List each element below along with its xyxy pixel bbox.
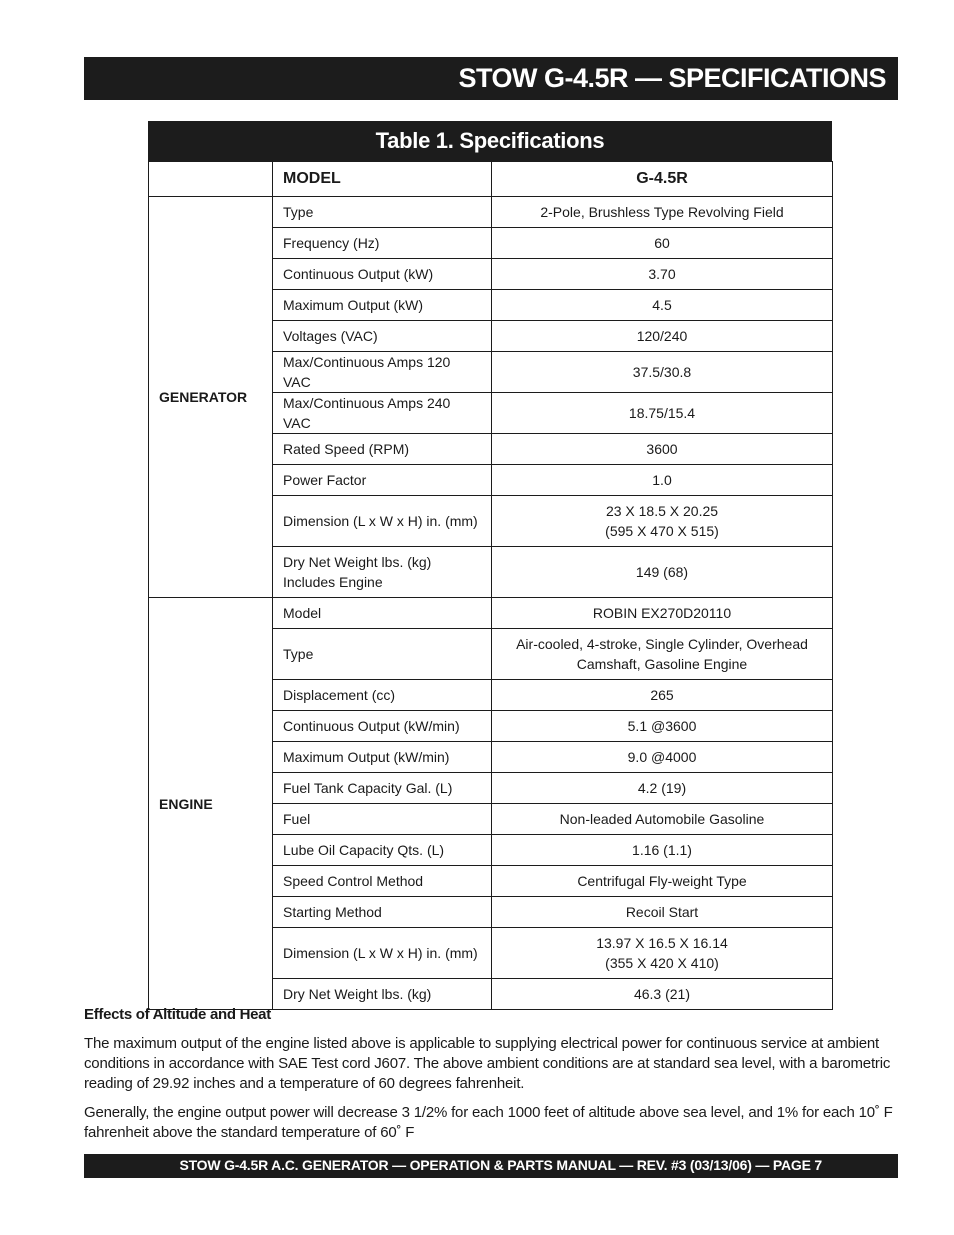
spec-parameter <box>273 680 492 711</box>
spec-value-text: 9.0 @4000 <box>627 749 697 765</box>
spec-parameter-text: Lube Oil Capacity Qts. (L) <box>283 842 445 858</box>
spec-value-text: 3.70 <box>648 266 676 282</box>
engine-category-label: ENGINE <box>149 598 273 1010</box>
spec-value <box>492 352 833 393</box>
spec-parameter-text: Rated Speed (RPM) <box>283 441 410 457</box>
paragraph-heat: Generally, the engine output power will decrease 3 1/2% for each 1000 feet of altitude above sea level, and 1% for each 10˚ F fahrenheit above the standard temperature of 60˚ F <box>84 1104 893 1141</box>
spec-parameter-text: Maximum Output (kW) <box>283 297 424 313</box>
spec-value <box>492 197 833 228</box>
spec-value <box>492 321 833 352</box>
page-header-bar <box>84 57 898 100</box>
spec-parameter-text: Continuous Output (kW) <box>283 266 434 282</box>
specifications-table <box>148 161 833 1010</box>
spec-parameter <box>273 928 492 979</box>
model-row-blank <box>149 162 273 197</box>
spec-value <box>492 979 833 1010</box>
spec-parameter <box>273 804 492 835</box>
spec-value-text: 37.5/30.8 <box>632 364 692 380</box>
spec-parameter <box>273 290 492 321</box>
footer-text: STOW G-4.5R A.C. GENERATOR — OPERATION & PARTS MANUAL — REV. #3 (03/13/06) — PAGE 7 <box>179 1157 822 1173</box>
spec-value <box>492 465 833 496</box>
spec-parameter <box>273 598 492 629</box>
generator-category-label: GENERATOR <box>149 197 273 598</box>
spec-parameter-text: Max/Continuous Amps 120 VAC <box>283 354 451 390</box>
model-label: MODEL <box>273 162 492 197</box>
spec-parameter <box>273 897 492 928</box>
spec-parameter-text: Type <box>283 204 314 220</box>
spec-value-text: 149 (68) <box>635 564 689 580</box>
spec-value <box>492 711 833 742</box>
spec-value <box>492 629 833 680</box>
spec-value <box>492 804 833 835</box>
spec-value-text: 1.0 <box>652 472 672 488</box>
spec-parameter-text: Dry Net Weight lbs. (kg) <box>283 986 432 1002</box>
spec-parameter-text: Speed Control Method <box>283 873 424 889</box>
spec-parameter-text: Model <box>283 605 322 621</box>
spec-parameter-text: Dimension (L x W x H) in. (mm) <box>283 513 478 529</box>
paragraph-altitude: The maximum output of the engine listed above is applicable to supplying electrical power for continuous service at ambient conditions in accordance with SAE Test cord J607. The above ambient conditions are at standard sea level, with a barometric reading of 29.92 inches and a temperature of 60 degrees fahrenheit. <box>84 1035 891 1092</box>
spec-value <box>492 680 833 711</box>
spec-value-text: 13.97 X 16.5 X 16.14 <box>596 935 728 951</box>
spec-value-text: 4.5 <box>652 297 672 313</box>
spec-value-text: 18.75/15.4 <box>628 405 696 421</box>
section-heading: Effects of Altitude and Heat <box>84 1006 271 1023</box>
spec-value-text: Centrifugal Fly-weight Type <box>577 873 747 889</box>
spec-value-text: 120/240 <box>636 328 688 344</box>
model-value: G-4.5R <box>492 162 833 197</box>
spec-parameter <box>273 352 492 393</box>
spec-value-text-line2: (355 X 420 X 410) <box>605 955 719 971</box>
spec-parameter-text: Voltages (VAC) <box>283 328 378 344</box>
spec-parameter <box>273 393 492 434</box>
spec-parameter-text: Displacement (cc) <box>283 687 396 703</box>
spec-value-text: 23 X 18.5 X 20.25 <box>605 503 719 519</box>
spec-parameter <box>273 866 492 897</box>
spec-parameter-text: Type <box>283 646 314 662</box>
spec-parameter-text: Starting Method <box>283 904 382 920</box>
page-title: STOW G-4.5R — SPECIFICATIONS <box>458 63 886 93</box>
spec-value-text: 2-Pole, Brushless Type Revolving Field <box>540 204 784 220</box>
spec-value <box>492 742 833 773</box>
page-footer-bar <box>84 1154 898 1178</box>
spec-value <box>492 393 833 434</box>
spec-value <box>492 835 833 866</box>
spec-value <box>492 259 833 290</box>
spec-value-text: Recoil Start <box>625 904 699 920</box>
spec-value <box>492 598 833 629</box>
spec-parameter-text: Dry Net Weight lbs. (kg) <box>283 554 432 570</box>
spec-value-text: 5.1 @3600 <box>627 718 697 734</box>
table-row <box>149 598 833 629</box>
spec-parameter <box>273 547 492 598</box>
spec-parameter-text: Fuel Tank Capacity Gal. (L) <box>283 780 453 796</box>
spec-value <box>492 897 833 928</box>
spec-value-text: Air-cooled, 4-stroke, Single Cylinder, Overhead <box>516 636 808 652</box>
spec-value <box>492 928 833 979</box>
spec-parameter <box>273 979 492 1010</box>
spec-parameter-text-line2: Includes Engine <box>283 574 383 590</box>
spec-value <box>492 866 833 897</box>
spec-value-text: 4.2 (19) <box>637 780 687 796</box>
spec-parameter <box>273 228 492 259</box>
spec-parameter <box>273 321 492 352</box>
spec-parameter <box>273 629 492 680</box>
spec-value-text: 3600 <box>646 441 678 457</box>
spec-value-text: 46.3 (21) <box>633 986 691 1002</box>
table-row <box>149 197 833 228</box>
spec-parameter-text: Continuous Output (kW/min) <box>283 718 460 734</box>
spec-value <box>492 228 833 259</box>
spec-value-text-line2: Camshaft, Gasoline Engine <box>576 656 748 672</box>
spec-parameter-text: Dimension (L x W x H) in. (mm) <box>283 945 478 961</box>
spec-value-text: Non-leaded Automobile Gasoline <box>559 811 765 827</box>
table-title: Table 1. Specifications <box>148 121 832 161</box>
spec-parameter-text: Maximum Output (kW/min) <box>283 749 450 765</box>
spec-parameter-text: Frequency (Hz) <box>283 235 380 251</box>
spec-value <box>492 434 833 465</box>
spec-parameter <box>273 835 492 866</box>
model-row <box>149 162 833 197</box>
spec-value <box>492 290 833 321</box>
spec-value <box>492 773 833 804</box>
spec-value <box>492 547 833 598</box>
spec-parameter <box>273 496 492 547</box>
spec-parameter <box>273 711 492 742</box>
spec-value-text: ROBIN EX270D20110 <box>592 605 732 621</box>
spec-value-text-line2: (595 X 470 X 515) <box>605 523 719 539</box>
spec-parameter <box>273 259 492 290</box>
spec-parameter <box>273 742 492 773</box>
spec-parameter <box>273 773 492 804</box>
spec-parameter <box>273 434 492 465</box>
spec-parameter-text: Power Factor <box>283 472 367 488</box>
spec-value-text: 265 <box>650 687 674 703</box>
spec-value-text: 1.16 (1.1) <box>632 842 692 858</box>
spec-parameter <box>273 465 492 496</box>
spec-parameter <box>273 197 492 228</box>
spec-parameter-text: Fuel <box>283 811 311 827</box>
specifications-table-container <box>148 121 832 1010</box>
spec-parameter-text: Max/Continuous Amps 240 VAC <box>283 395 451 431</box>
spec-value <box>492 496 833 547</box>
spec-value-text: 60 <box>654 235 670 251</box>
